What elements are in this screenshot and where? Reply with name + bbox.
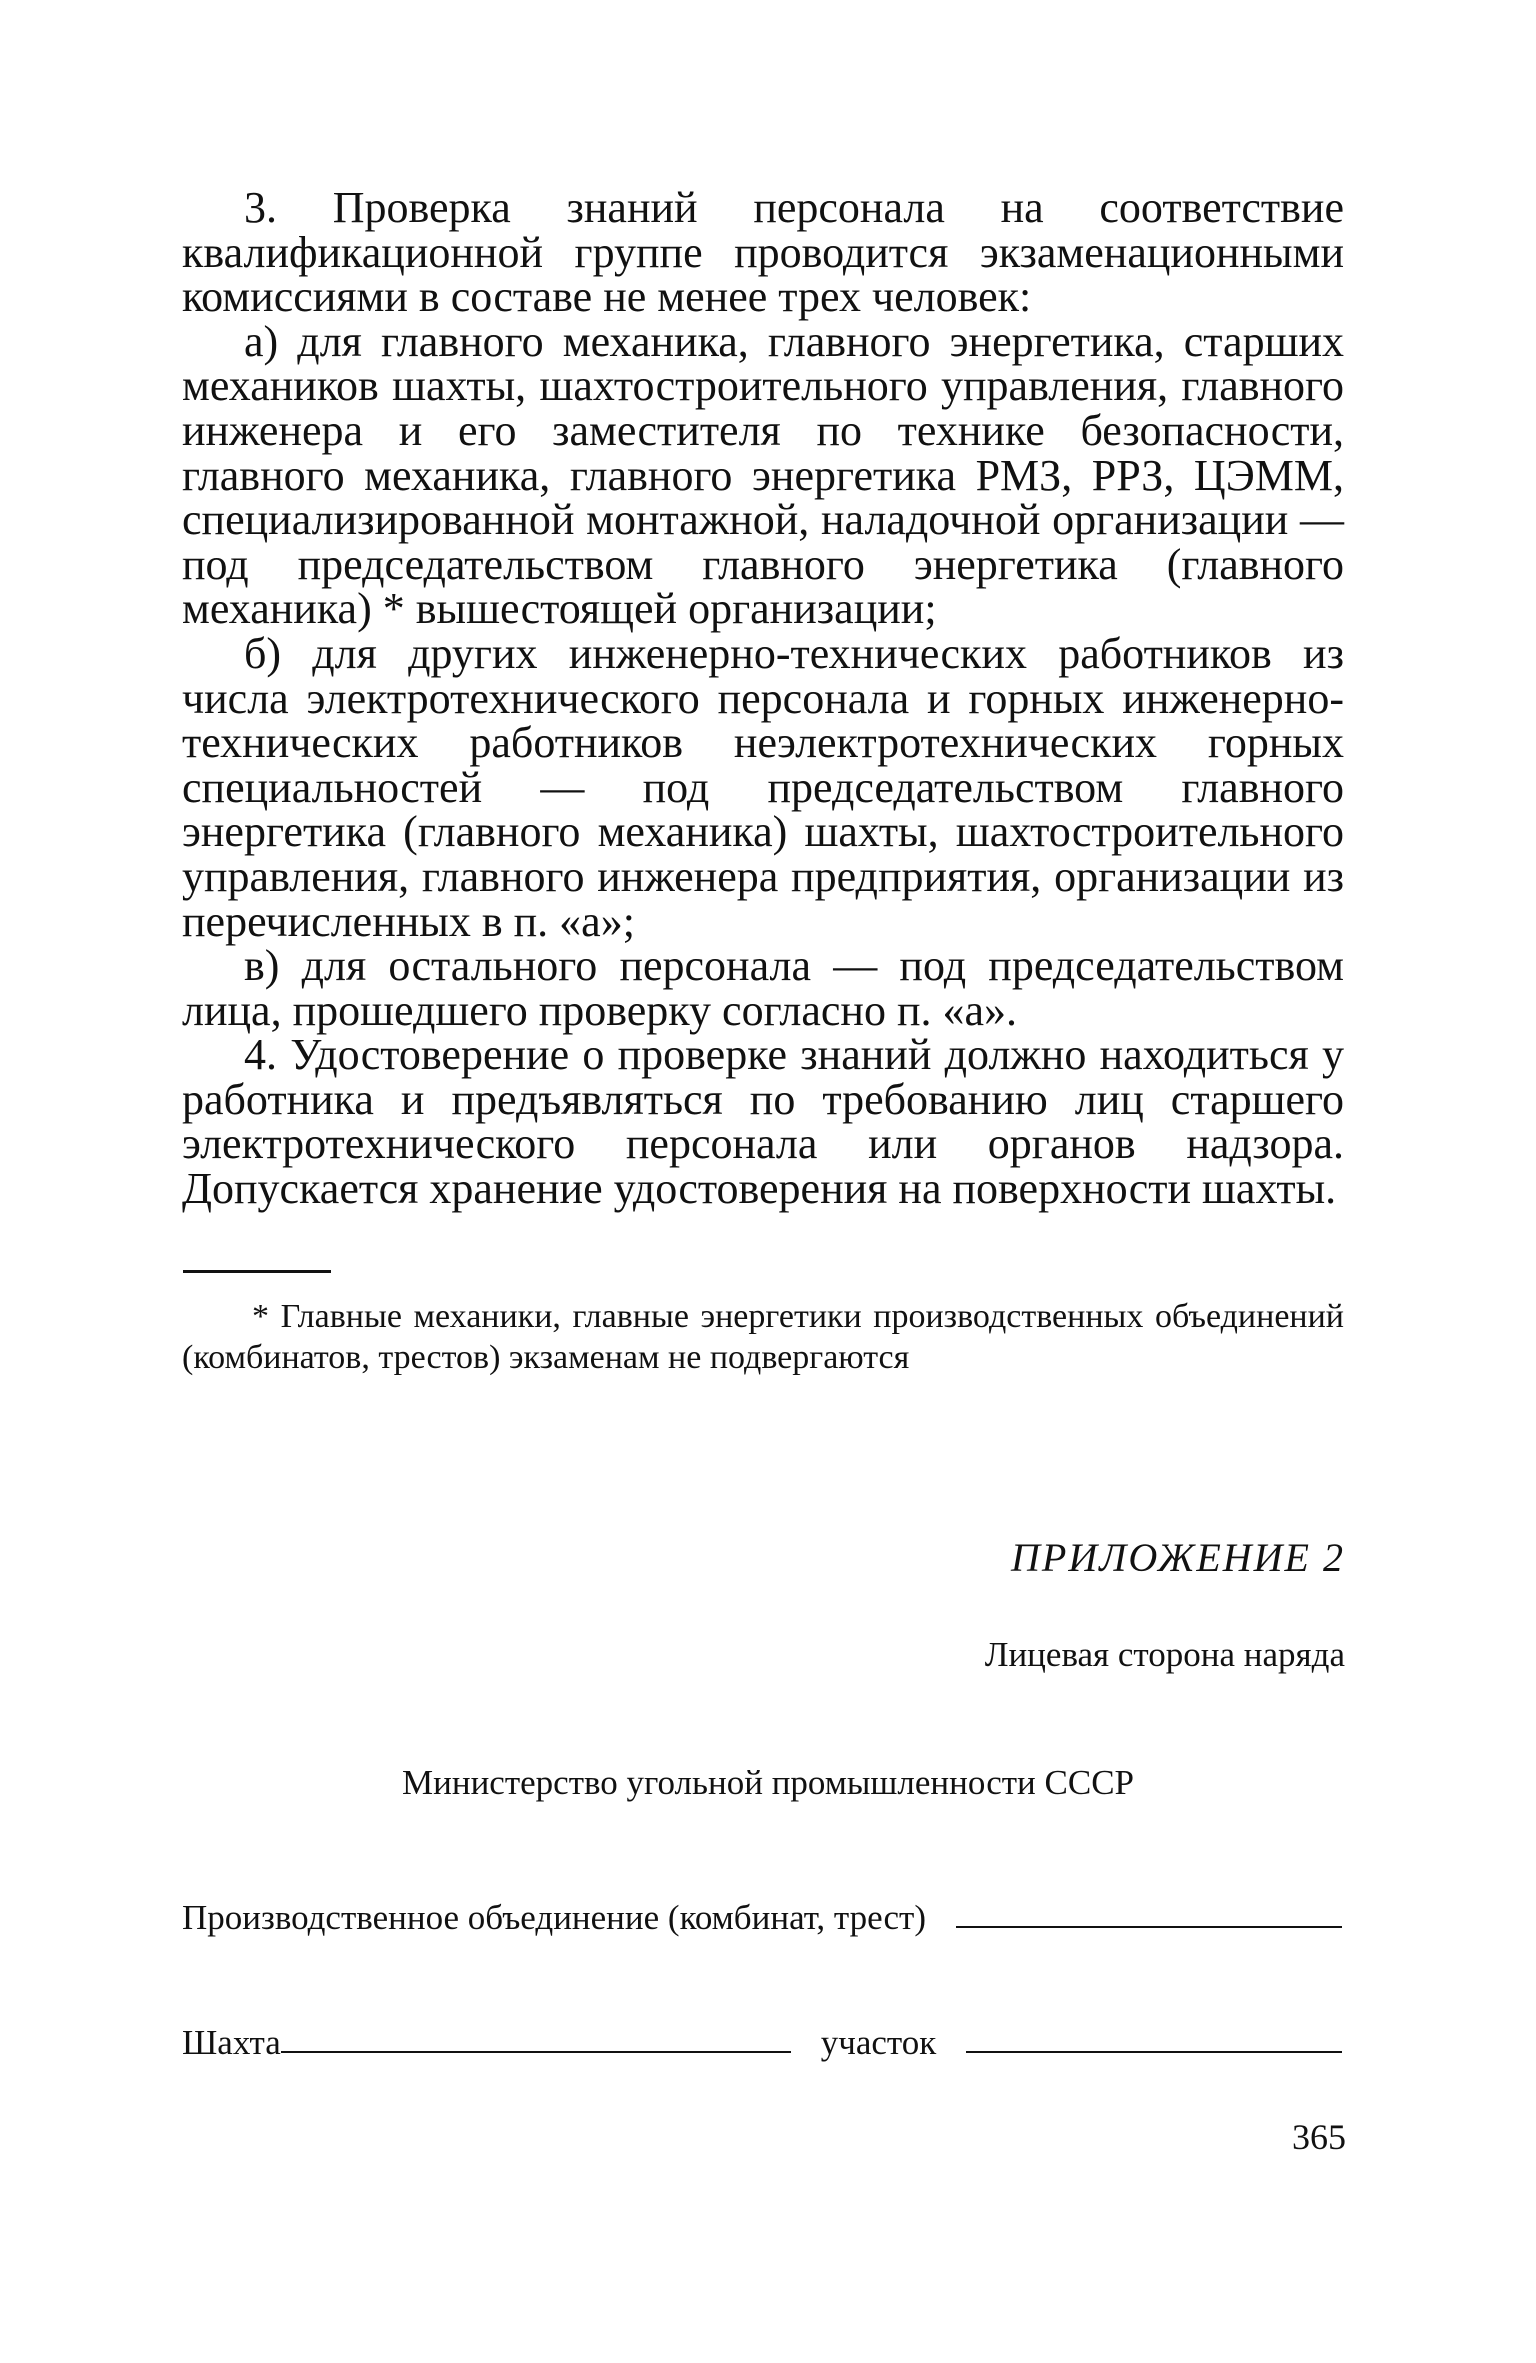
production-association-line <box>956 1926 1342 1928</box>
paragraph-item-v: в) для остального персонала — под председательством лица, прошедшего проверку согласно п. «а». <box>182 941 1344 1035</box>
production-association-label: Производственное объединение (комбинат, трест) <box>182 1898 926 1937</box>
footnote: * Главные механики, главные энергетики производственных объединений (комбинатов, трестов) экзаменам не подвергаются <box>182 1298 1344 1376</box>
paragraph-item-4: 4. Удостоверение о проверке знаний должно находиться у работника и предъявляться по требованию лиц старшего электротехнического персонала или органов надзора. Допускается хранение удостоверения на поверхности шахты. <box>182 1030 1344 1214</box>
section-label: участок <box>820 2023 937 2062</box>
main-text <box>182 183 1344 1214</box>
form-side-label: Лицевая сторона наряда <box>984 1635 1345 1674</box>
footnote-separator <box>183 1270 331 1273</box>
appendix-title: ПРИЛОЖЕНИЕ 2 <box>1011 1535 1345 1580</box>
page-number: 365 <box>1292 2117 1346 2157</box>
paragraph-item-b: б) для других инженерно-технических работников из числа электротехнического персонала и горных инженерно-технических работников неэлектротехнических горных специальностей — под председательством главного энергетика (главного механика) шахты, шахтостроительного управления, главного инженера предприятия, организации из перечисленных в п. «а»; <box>182 628 1344 946</box>
ministry-heading: Министерство угольной промышленности СССР <box>401 1763 1135 1802</box>
production-association-row <box>182 1898 1342 1938</box>
mine-label: Шахта <box>182 2023 281 2062</box>
mine-line <box>281 2051 791 2053</box>
paragraph-item-3: 3. Проверка знаний персонала на соответствие квалификационной группе проводится экзаменационными комиссиями в составе не менее трех человек: <box>182 183 1344 322</box>
section-line <box>966 2051 1342 2053</box>
mine-row <box>182 2023 1342 2063</box>
paragraph-item-a: а) для главного механика, главного энергетика, старших механиков шахты, шахтостроительного управления, главного инженера и его заместителя по технике безопасности, главного механика, главного энергетика РМЗ, РРЗ, ЦЭММ, специализированной монтажной, наладочной организации — под председательством главного энергетика (главного механика) * вышестоящей организации; <box>182 316 1344 634</box>
